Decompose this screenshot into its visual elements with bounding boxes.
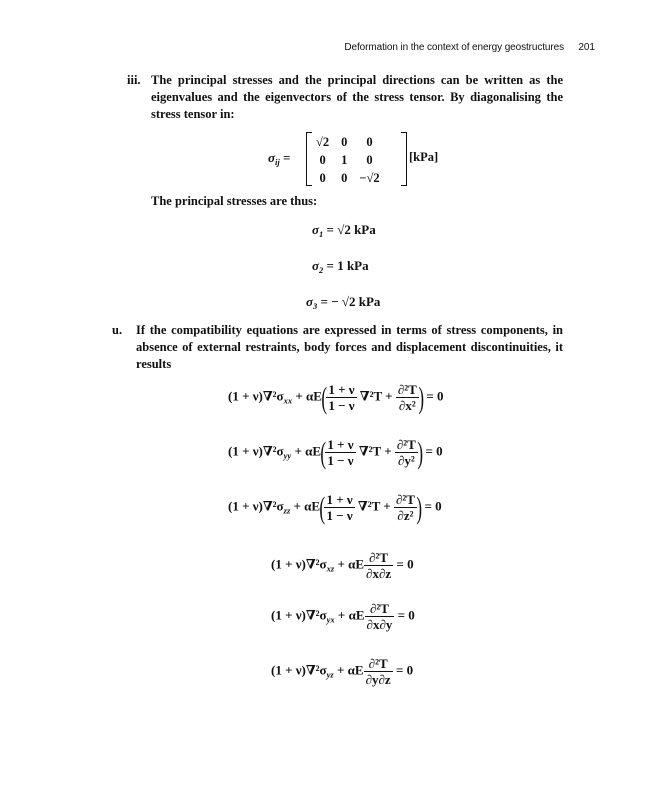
compatibility-equation-zz: $(1 + \nu)\nabla^2\sigma_{zz} + \alpha E$( $\frac{1 + \nu}{1 - \nu}$ ∇²T + $\frac{\text{∂²T}}{\text{∂z²}}$ ) = 0 (228, 489, 442, 525)
running-header (0, 40, 648, 56)
principal-stress-1: $\sigma_1 = √2$ kPa (312, 222, 376, 239)
principal-stresses-intro: The principal stresses are thus: (151, 194, 318, 208)
compatibility-equation-yx: $(1 + \nu)\nabla^2\sigma_{yx} + \alpha E$ $\frac{\text{∂²T}}{\partial x\partial y}$ = 0 (271, 601, 415, 632)
matrix-cell: 0 (341, 134, 348, 149)
compatibility-equation-xx: $(1 + \nu)\nabla^2\sigma_{xx} + \alpha E$( $\frac{1 + \nu}{1 - \nu}$ ∇²T + $\frac{\text{∂²T}}{\text{∂x²}}$ ) = 0 (228, 379, 444, 415)
principal-stress-2: $\sigma_2 = 1$ kPa (312, 258, 369, 275)
matrix-cell: 0 (366, 152, 373, 167)
item-iii-text: The principal stresses and the principal directions can be written as the eigenvalues and the eigenvectors of the stress tensor. By diagonalising the stress tensor in: (151, 73, 563, 121)
compatibility-equation-yz: $(1 + \nu)\nabla^2\sigma_{yz} + \alpha E$ $\frac{\text{∂²T}}{\partial y\partial z}$ = 0 (271, 656, 414, 687)
matrix-cell: √2 (316, 134, 330, 149)
page-number: 201 (578, 42, 595, 53)
matrix-cell: 0 (341, 170, 348, 185)
matrix-cell: −√2 (359, 170, 380, 185)
item-u-marker: u. (112, 323, 123, 337)
compatibility-equation-yy: $(1 + \nu)\nabla^2\sigma_{yy} + \alpha E$( $\frac{1 + \nu}{1 - \nu}$ ∇²T + $\frac{\text{∂²T}}{\text{∂y²}}$ ) = 0 (228, 434, 443, 470)
item-u-text: If the compatibility equations are expressed in terms of stress components, in absence of external restraints, body forces and displacement discontinuities, it results (136, 323, 563, 371)
compatibility-equation-xz: $(1 + \nu)\nabla^2\sigma_{xz} + \alpha E$ $\frac{\text{∂²T}}{\partial x\partial z}$ = 0 (271, 550, 414, 581)
tensor-unit: [kPa] (409, 150, 439, 164)
principal-stress-3: $\sigma_3$ = − √2 kPa (306, 294, 381, 311)
matrix-cell: 0 (319, 152, 326, 167)
item-iii-paragraph (127, 72, 563, 123)
stress-matrix (310, 133, 386, 187)
running-title: Deformation in the context of energy geostructures (344, 42, 564, 53)
matrix-cell: 1 (341, 152, 348, 167)
item-u-paragraph (112, 322, 563, 373)
item-iii-marker: iii. (127, 73, 141, 87)
tensor-lhs: $\sigma_{ij}$ = (268, 150, 291, 167)
stress-tensor-equation (268, 130, 468, 190)
matrix-cell: 0 (319, 170, 326, 185)
matrix-cell: 0 (366, 134, 373, 149)
matrix-right-bracket (401, 132, 407, 186)
